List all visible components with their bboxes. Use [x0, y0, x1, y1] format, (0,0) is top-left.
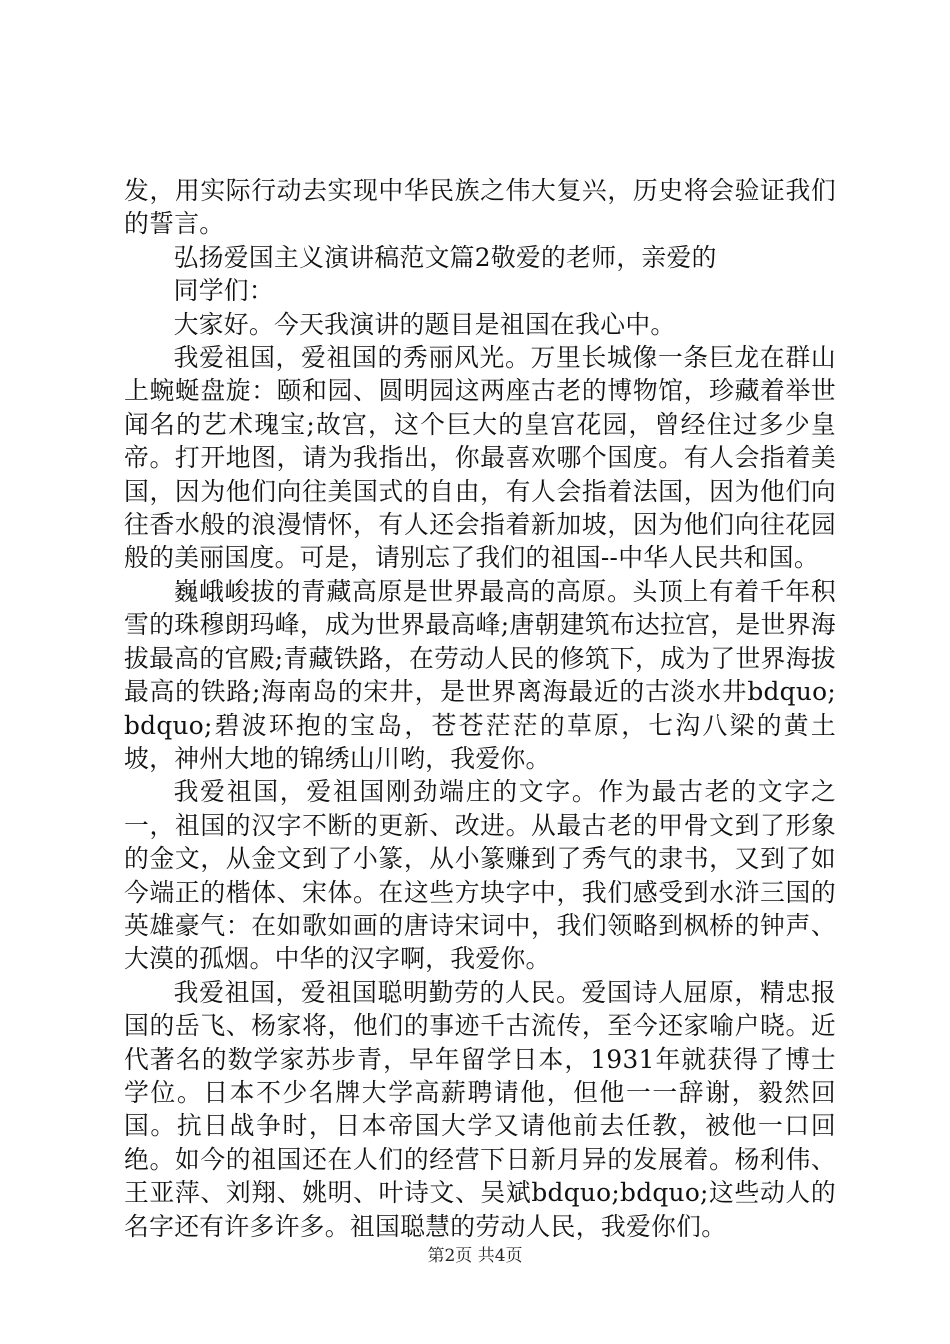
paragraph-people: 我爱祖国，爱祖国聪明勤劳的人民。爱国诗人屈原，精忠报国的岳飞、杨家将，他们的事迹千古流传，至今还家喻户晓。近代著名的数学家苏步青，早年留学日本，1931年就获得了博士学位。日本不少名牌大学高薪聘请他，但他一一辞谢，毅然回国。抗日战争时，日本帝国大学又请他前去任教，被他一口回绝。如今的祖国还在人们的经营下日新月异的发展着。杨利伟、王亚萍、刘翔、姚明、叶诗文、吴斌bdquo;bdquo;这些动人的名字还有许多许多。祖国聪慧的劳动人民，我爱你们。 — [124, 977, 836, 1241]
paragraph-characters: 我爱祖国，爱祖国刚劲端庄的文字。作为最古老的文字之一，祖国的汉字不断的更新、改进。从最古老的甲骨文到了形象的金文，从金文到了小篆，从小篆赚到了秀气的隶书，又到了如今端正的楷体、宋体。在这些方块字中，我们感受到水浒三国的英雄豪气：在如歌如画的唐诗宋词中，我们领略到枫桥的钟声、大漠的孤烟。中华的汉字啊，我爱你。 — [124, 777, 836, 974]
paragraph-salutation: 同学们： — [173, 276, 274, 306]
document-body — [124, 174, 836, 1243]
paragraph-speech-heading: 弘扬爱国主义演讲稿范文篇2敬爱的老师，亲爱的 — [173, 242, 717, 272]
page-footer — [0, 1245, 950, 1267]
paragraph-plateau: 巍峨峻拔的青藏高原是世界最高的高原。头顶上有着千年积雪的珠穆朗玛峰，成为世界最高峰;唐朝建筑布达拉宫，是世界海拔最高的官殿;青藏铁路，在劳动人民的修筑下，成为了世界海拔最高的铁路;海南岛的宋井，是世界离海最近的古淡水井bdquo;bdquo;碧波环抱的宝岛，苍苍茫茫的草原，七沟八梁的黄土坡，神州大地的锦绣山川哟，我爱你。 — [124, 576, 836, 773]
page-number-label: 第2页 共4页 — [427, 1246, 523, 1266]
paragraph-scenery: 我爱祖国，爱祖国的秀丽风光。万里长城像一条巨龙在群山上蜿蜒盘旋：颐和园、圆明园这两座古老的博物馆，珍藏着举世闻名的艺术瑰宝;故宫，这个巨大的皇宫花园，曾经住过多少皇帝。打开地图，请为我指出，你最喜欢哪个国度。有人会指着美国，因为他们向往美国式的自由，有人会指着法国，因为他们向往香水般的浪漫情怀，有人还会指着新加坡，因为他们向往花园般的美丽国度。可是，请别忘了我们的祖国--中华人民共和国。 — [124, 343, 836, 573]
paragraph-greeting: 大家好。今天我演讲的题目是祖国在我心中。 — [173, 309, 676, 339]
paragraph-continuation: 发，用实际行动去实现中华民族之伟大复兴，历史将会验证我们的誓言。 — [124, 176, 836, 239]
